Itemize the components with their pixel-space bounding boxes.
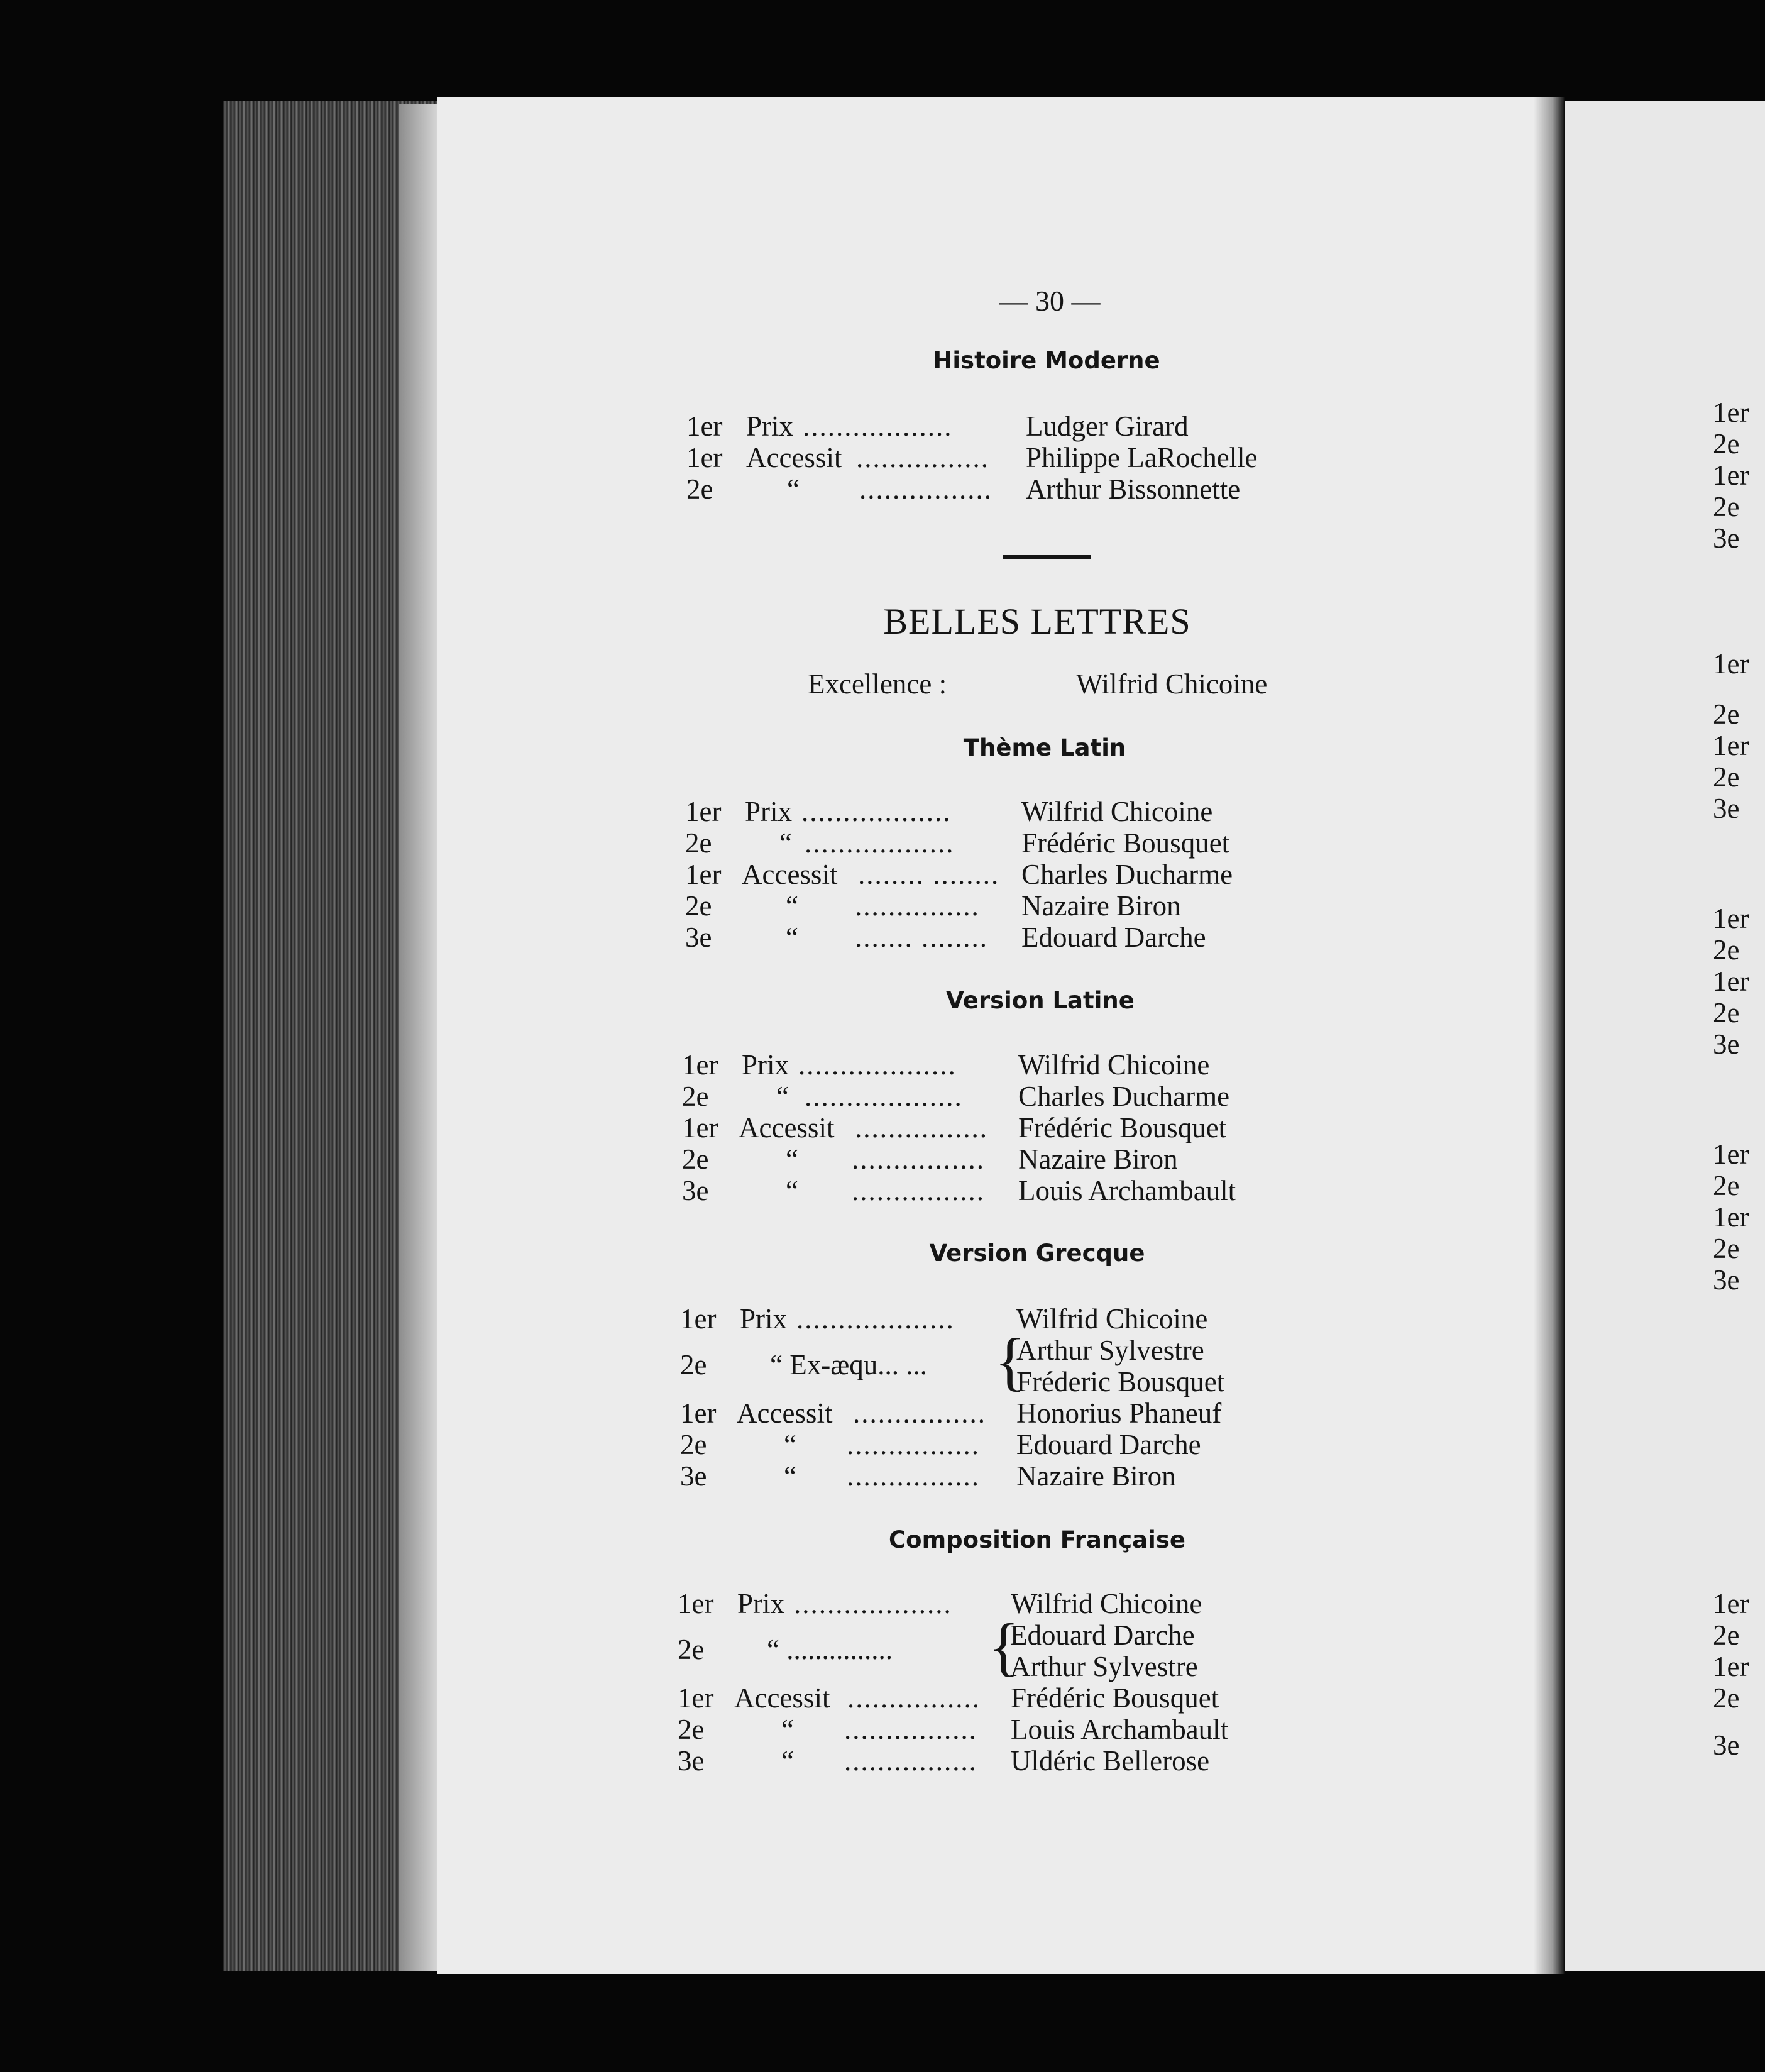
award-type: Prix xyxy=(742,1049,789,1081)
rank: 2e xyxy=(680,1429,707,1460)
facing-rank: 2e xyxy=(1713,1682,1740,1714)
winner-name: Edouard Darche xyxy=(1016,1429,1201,1460)
winner-name: Ludger Girard xyxy=(1026,411,1189,442)
rank: 1er xyxy=(678,1682,714,1714)
facing-rank: 2e xyxy=(1713,934,1740,966)
winner-name: Uldéric Bellerose xyxy=(1011,1745,1210,1777)
book-page-edges-inner xyxy=(399,104,437,1971)
award-type: “ xyxy=(786,1175,798,1206)
dot-leader: ................ xyxy=(853,1397,986,1429)
dot-leader: ................ xyxy=(852,1175,985,1206)
winner-name: Philippe LaRochelle xyxy=(1026,442,1258,473)
winner-name: Louis Archambault xyxy=(1018,1175,1236,1206)
winner-name: Edouard Darche xyxy=(1010,1619,1195,1651)
award-type: “ xyxy=(779,827,792,859)
rank: 1er xyxy=(685,859,722,890)
award-type: “ Ex-æqu... ... xyxy=(770,1349,927,1380)
facing-rank: 1er xyxy=(1713,1588,1749,1619)
winner-name: Arthur Sylvestre xyxy=(1016,1335,1204,1366)
winner-name: Wilfrid Chicoine xyxy=(1021,796,1213,827)
award-type: “ ............... xyxy=(767,1634,893,1665)
rank: 3e xyxy=(678,1745,705,1777)
winner-name: Fréderic Bousquet xyxy=(1016,1366,1225,1397)
dot-leader: ................ xyxy=(844,1714,977,1745)
rank: 1er xyxy=(680,1397,717,1429)
facing-rank: 1er xyxy=(1713,903,1749,934)
section-heading-version-latine: Version Latine xyxy=(946,987,1135,1014)
dot-leader: ................ xyxy=(855,1112,988,1143)
rank: 3e xyxy=(682,1175,709,1206)
rank: 1er xyxy=(682,1049,718,1081)
brace-icon: { xyxy=(994,1325,1026,1397)
award-type: Accessit xyxy=(742,859,838,890)
winner-name: Wilfrid Chicoine xyxy=(1016,1303,1208,1335)
dot-leader: ................... xyxy=(796,1303,955,1335)
winner-name: Nazaire Biron xyxy=(1021,890,1181,922)
dot-leader: .................. xyxy=(805,827,955,859)
rank: 1er xyxy=(685,796,722,827)
rank: 1er xyxy=(678,1588,714,1619)
facing-rank: 1er xyxy=(1713,966,1749,997)
facing-rank: 1er xyxy=(1713,648,1749,680)
award-type: Accessit xyxy=(734,1682,830,1714)
winner-name: Frédéric Bousquet xyxy=(1011,1682,1219,1714)
award-type: Accessit xyxy=(737,1397,833,1429)
winner-name: Wilfrid Chicoine xyxy=(1018,1049,1210,1081)
facing-rank: 3e xyxy=(1713,522,1740,554)
facing-rank: 3e xyxy=(1713,793,1740,824)
facing-rank: 2e xyxy=(1713,428,1740,460)
section-divider xyxy=(1003,555,1091,559)
award-type: Prix xyxy=(746,411,794,442)
facing-rank: 2e xyxy=(1713,1170,1740,1201)
excellence-name: Wilfrid Chicoine xyxy=(1076,668,1268,700)
rank: 2e xyxy=(682,1143,709,1175)
winner-name: Louis Archambault xyxy=(1011,1714,1229,1745)
award-type: “ xyxy=(787,473,800,505)
facing-rank: 3e xyxy=(1713,1028,1740,1060)
award-type: Accessit xyxy=(739,1112,835,1143)
dot-leader: ................ xyxy=(859,473,992,505)
award-type: Accessit xyxy=(746,442,842,473)
dot-leader: ................ xyxy=(847,1460,980,1492)
winner-name: Edouard Darche xyxy=(1021,922,1206,953)
winner-name: Nazaire Biron xyxy=(1018,1143,1178,1175)
rank: 3e xyxy=(685,922,712,953)
dot-leader: ............... xyxy=(855,890,980,922)
dot-leader: ....... ........ xyxy=(855,922,988,953)
dot-leader: ........ ........ xyxy=(858,859,1000,890)
facing-rank: 1er xyxy=(1713,730,1749,761)
facing-rank: 1er xyxy=(1713,397,1749,428)
excellence-label: Excellence : xyxy=(808,668,947,700)
section-heading-theme-latin: Thème Latin xyxy=(963,734,1126,761)
dot-leader: .................. xyxy=(803,411,953,442)
facing-rank: 1er xyxy=(1713,460,1749,491)
dot-leader: .................. xyxy=(801,796,952,827)
rank: 1er xyxy=(686,442,723,473)
winner-name: Honorius Phaneuf xyxy=(1016,1397,1222,1429)
rank: 2e xyxy=(678,1714,705,1745)
rank: 2e xyxy=(682,1081,709,1112)
facing-rank: 2e xyxy=(1713,491,1740,522)
facing-rank: 1er xyxy=(1713,1138,1749,1170)
rank: 1er xyxy=(686,411,723,442)
page-number: — 30 — xyxy=(999,285,1101,317)
rank: 2e xyxy=(686,473,713,505)
rank: 1er xyxy=(682,1112,718,1143)
winner-name: Arthur Sylvestre xyxy=(1010,1651,1198,1682)
winner-name: Charles Ducharme xyxy=(1021,859,1233,890)
dot-leader: ................... xyxy=(798,1049,957,1081)
rank: 2e xyxy=(685,890,712,922)
main-title: BELLES LETTRES xyxy=(883,601,1191,642)
facing-rank: 3e xyxy=(1713,1264,1740,1296)
facing-rank: 2e xyxy=(1713,1619,1740,1651)
winner-name: Wilfrid Chicoine xyxy=(1011,1588,1202,1619)
award-type: Prix xyxy=(740,1303,788,1335)
rank: 2e xyxy=(678,1634,705,1665)
dot-leader: ................... xyxy=(805,1081,963,1112)
award-type: “ xyxy=(781,1745,794,1777)
facing-rank: 1er xyxy=(1713,1651,1749,1682)
rank: 2e xyxy=(685,827,712,859)
dot-leader: ................ xyxy=(856,442,989,473)
award-type: “ xyxy=(786,1143,798,1175)
dot-leader: ................ xyxy=(847,1682,981,1714)
section-heading-histoire-moderne: Histoire Moderne xyxy=(933,347,1160,374)
winner-name: Frédéric Bousquet xyxy=(1021,827,1230,859)
award-type: “ xyxy=(786,890,798,922)
award-type: “ xyxy=(784,1460,796,1492)
facing-rank: 1er xyxy=(1713,1201,1749,1233)
award-type: “ xyxy=(781,1714,794,1745)
award-type: Prix xyxy=(737,1588,785,1619)
winner-name: Frédéric Bousquet xyxy=(1018,1112,1227,1143)
dot-leader: ................ xyxy=(847,1429,980,1460)
facing-rank: 2e xyxy=(1713,1233,1740,1264)
book-gutter xyxy=(1534,97,1565,1974)
facing-rank: 2e xyxy=(1713,997,1740,1028)
facing-rank: 2e xyxy=(1713,761,1740,793)
section-heading-composition-francaise: Composition Française xyxy=(889,1526,1185,1553)
award-type: “ xyxy=(786,922,798,953)
dot-leader: ................ xyxy=(852,1143,985,1175)
section-heading-version-grecque: Version Grecque xyxy=(929,1240,1145,1267)
winner-name: Arthur Bissonnette xyxy=(1026,473,1241,505)
brace-icon: { xyxy=(988,1611,1020,1683)
winner-name: Charles Ducharme xyxy=(1018,1081,1230,1112)
rank: 3e xyxy=(680,1460,707,1492)
rank: 2e xyxy=(680,1349,707,1380)
rank: 1er xyxy=(680,1303,717,1335)
facing-rank: 3e xyxy=(1713,1729,1740,1761)
facing-rank: 2e xyxy=(1713,698,1740,730)
winner-name: Nazaire Biron xyxy=(1016,1460,1176,1492)
award-type: “ xyxy=(784,1429,796,1460)
dot-leader: ................... xyxy=(794,1588,952,1619)
award-type: Prix xyxy=(745,796,793,827)
dot-leader: ................ xyxy=(844,1745,977,1777)
award-type: “ xyxy=(776,1081,789,1112)
